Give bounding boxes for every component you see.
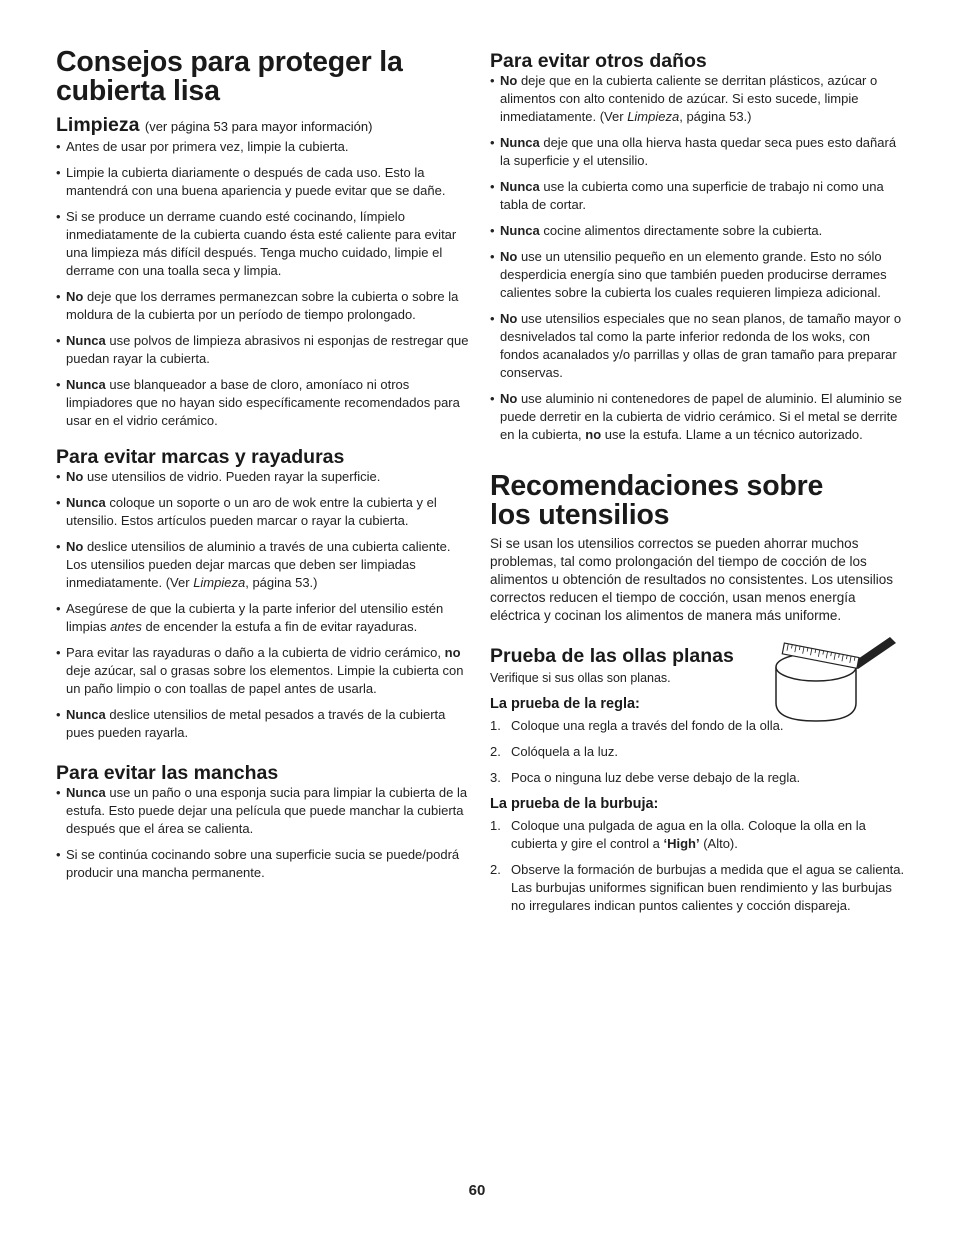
manchas-list (56, 784, 470, 882)
regla-steps (490, 717, 908, 787)
list-item: 1. Coloque una regla a través del fondo de la olla. (490, 718, 784, 733)
manchas-heading: Para evitar las manchas (56, 762, 279, 784)
list-item: 2. Colóquela a la luz. (490, 744, 618, 759)
prueba-sub: Verifique si sus ollas son planas. (490, 671, 671, 685)
prueba-section (490, 645, 908, 915)
page-number: 60 (468, 1182, 486, 1199)
pan-ruler-illustration (772, 633, 908, 727)
right-column (490, 48, 908, 923)
list-item: • No deje que en la cubierta caliente se derritan plásticos, azúcar o alimentos con alto contenido de azúcar. Si esto sucede, limpie inmediatamente. (Ver Limpieza, página 53.) (490, 72, 908, 126)
burbuja-heading: La prueba de la burbuja: (490, 796, 659, 812)
list-item: • Nunca deje que una olla hierva hasta quedar seca pues esto dañará la superficie y el utensilio. (490, 134, 908, 170)
list-item: • Si se continúa cocinando sobre una superficie sucia se puede/podrá producir una mancha permanente. (56, 846, 470, 882)
list-item: • Limpie la cubierta diariamente o después de cada uso. Esto la mantendrá con una buena apariencia y puede evitar que se dañe. (56, 164, 470, 200)
list-item: 2. Observe la formación de burbujas a medida que el agua se calienta. Las burbujas uniformes significan buen rendimiento y las burbujas no irregulares indican puntos calientes y cocción dispareja. (490, 862, 905, 913)
limpieza-list (56, 138, 470, 430)
danos-heading: Para evitar otros daños (490, 50, 707, 72)
list-item: • No use utensilios de vidrio. Pueden rayar la superficie. (56, 468, 470, 486)
list-item: • Nunca use blanqueador a base de cloro, amoníaco ni otros limpiadores que no hayan sido específicamente recomendados para usar en el vidrio cerámico. (56, 376, 470, 430)
page-title: Consejos para proteger la cubierta lisa (56, 46, 403, 107)
list-item: • Si se produce un derrame cuando esté cocinando, límpielo inmediatamente de la cubierta cuando ésta esté caliente para evitar una limpieza más difícil después. Tenga mucho cuidado, limpie el derrame con una toalla seca y limpia. (56, 208, 470, 280)
limpieza-heading: Limpieza (ver página 53 para mayor información) (56, 114, 373, 136)
list-item: • Nunca use un paño o una esponja sucia para limpiar la cubierta de la estufa. Esto puede dejar una película que puede manchar la cubierta después que el área se calienta. (56, 784, 470, 838)
marcas-heading: Para evitar marcas y rayaduras (56, 446, 345, 468)
marcas-list (56, 468, 470, 742)
list-item: 1. Coloque una pulgada de agua en la olla. Coloque la olla en la cubierta y gire el control a ‘High’ (Alto). (490, 818, 866, 851)
list-item: 3. Poca o ninguna luz debe verse debajo de la regla. (490, 770, 801, 785)
list-item: • Antes de usar por primera vez, limpie la cubierta. (56, 138, 470, 156)
list-item: • No deje que los derrames permanezcan sobre la cubierta o sobre la moldura de la cubierta por un período de tiempo prolongado. (56, 288, 470, 324)
list-item: • Nunca use polvos de limpieza abrasivos ni esponjas de restregar que puedan rayar la cubierta. (56, 332, 470, 368)
utensilios-intro: Si se usan los utensilios correctos se pueden ahorrar muchos problemas, tal como prolongación del tiempo de cocción de los alimentos u obtención de resultados no consistentes. Los utensilios correctos reducen el tiempo de cocción, usan menos energía eléctrica y cocinan los alimentos de manera más uniforme. (490, 536, 893, 623)
list-item: • Nunca deslice utensilios de metal pesados a través de la cubierta pues pueden rayarla. (56, 706, 470, 742)
regla-heading: La prueba de la regla: (490, 696, 640, 712)
limpieza-note: (ver página 53 para mayor información) (144, 119, 373, 134)
list-item: • No deslice utensilios de aluminio a través de una cubierta caliente. Los utensilios pueden dejar marcas que deben ser limpiadas inmediatamente. (Ver Limpieza, página 53.) (56, 538, 470, 592)
danos-list (490, 72, 908, 444)
utensilios-title: Recomendaciones sobre los utensilios (490, 470, 824, 531)
list-item: • No use un utensilio pequeño en un elemento grande. Esto no sólo desperdicia energía sino que también pueden producirse derrames calientes sobre la cubierta los cuales requieren limpieza adicional. (490, 248, 908, 302)
list-item: • Para evitar las rayaduras o daño a la cubierta de vidrio cerámico, no deje azúcar, sal o grasas sobre los elementos. Limpie la cubierta con un paño limpio o con toallas de papel antes de usarla. (56, 644, 470, 698)
prueba-heading: Prueba de las ollas planas (490, 645, 734, 667)
list-item: • Nunca coloque un soporte o un aro de wok entre la cubierta y el utensilio. Estos artículos pueden marcar o rayar la cubierta. (56, 494, 470, 530)
list-item: • Nunca cocine alimentos directamente sobre la cubierta. (490, 222, 908, 240)
list-item: • Nunca use la cubierta como una superficie de trabajo ni como una tabla de cortar. (490, 178, 908, 214)
list-item: • Asegúrese de que la cubierta y la parte inferior del utensilio estén limpias antes de encender la estufa a fin de evitar rayaduras. (56, 600, 470, 636)
left-column (56, 48, 470, 890)
burbuja-steps (490, 817, 908, 915)
list-item: • No use aluminio ni contenedores de papel de aluminio. El aluminio se puede derretir en la cubierta de vidrio cerámico. Si el metal se derrite en la cubierta, no use la estufa. Llame a un técnico autorizado. (490, 390, 908, 444)
list-item: • No use utensilios especiales que no sean planos, de tamaño mayor o desnivelados tal como la parte inferior redonda de los woks, con fondos acanalados y/o parrillas y ollas de gran tamaño para preparar conservas. (490, 310, 908, 382)
